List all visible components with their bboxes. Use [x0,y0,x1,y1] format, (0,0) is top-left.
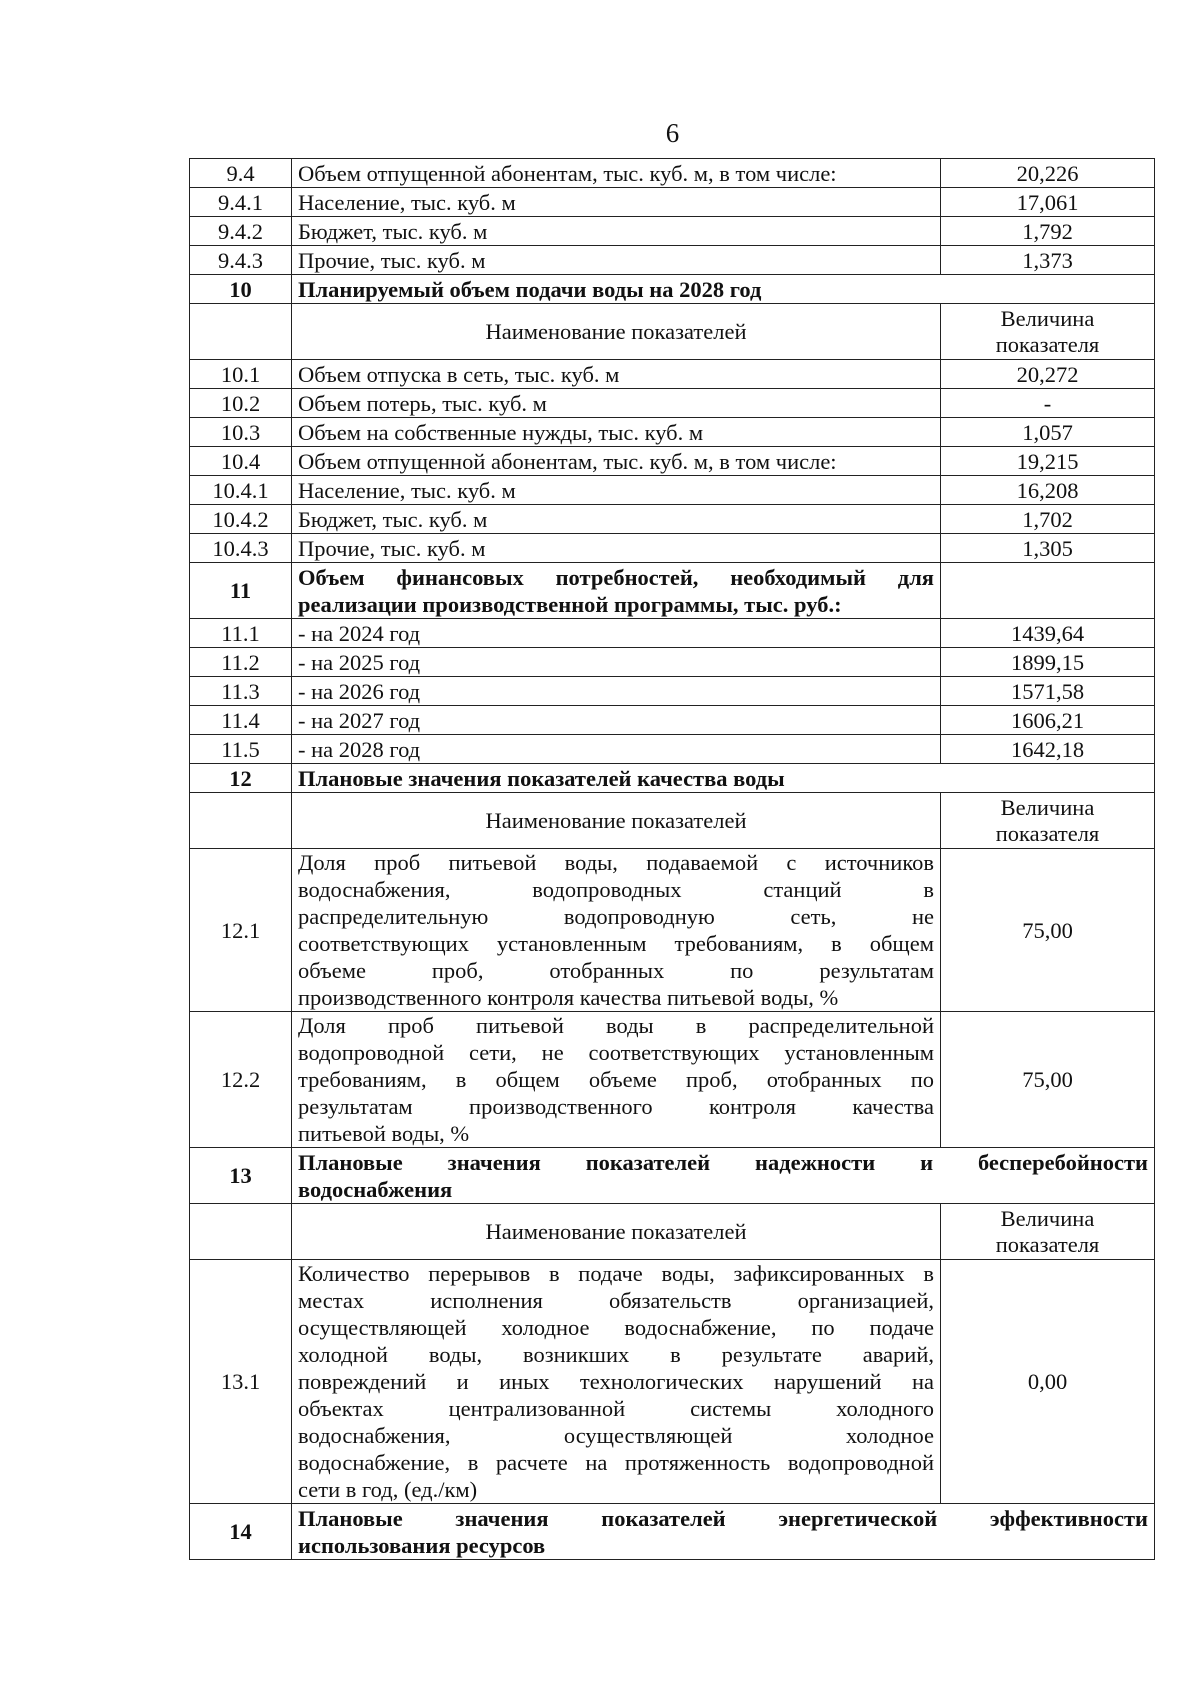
row-name [292,849,941,1012]
row-name-line: соответствующих установленным требованиям, в общем [298,931,934,956]
table-row [190,706,1155,735]
section-number: 12 [190,764,292,793]
row-name-line: сети в год, (ед./км) [298,1477,478,1502]
row-number: 12.2 [190,1012,292,1148]
row-name: - на 2027 год [292,706,941,735]
table-row [190,389,1155,418]
table-row [190,849,1155,1012]
row-name-line: холодной воды, возникших в результате аварий, [298,1342,934,1367]
row-number: 10.2 [190,389,292,418]
table-row [190,447,1155,476]
row-number: 12.1 [190,849,292,1012]
header-value [941,304,1155,360]
section-title-line: использования ресурсов [298,1532,546,1558]
section-number: 14 [190,1504,292,1560]
row-number: 11.4 [190,706,292,735]
indicators-table-body [190,159,1155,1560]
section-title [292,1504,1155,1560]
row-value: 1,373 [941,246,1155,275]
row-number: 9.4.2 [190,217,292,246]
row-name-line: требованиям, в общем объеме проб, отобранных по [298,1067,934,1092]
section-row [190,563,1155,619]
table-row [190,476,1155,505]
section-row [190,275,1155,304]
row-value: 1,792 [941,217,1155,246]
header-value-line: показателя [995,1231,1100,1257]
row-name: Прочие, тыс. куб. м [292,246,941,275]
row-name-line: Доля проб питьевой воды в распределительной [298,1013,934,1038]
row-value: 1,305 [941,534,1155,563]
header-empty-cell [190,1204,292,1260]
section-title-line: Плановые значения показателей энергетической эффективности [298,1505,1148,1531]
header-row [190,304,1155,360]
table-row [190,735,1155,764]
section-number: 13 [190,1148,292,1204]
row-name: - на 2028 год [292,735,941,764]
section-row [190,1504,1155,1560]
row-number: 11.5 [190,735,292,764]
table-row [190,505,1155,534]
row-number: 10.4.1 [190,476,292,505]
section-title-line: Плановые значения показателей надежности и бесперебойности [298,1149,1148,1175]
header-value-line: Величина [1000,305,1095,331]
row-value: 20,226 [941,159,1155,188]
row-name-line: результатам производственного контроля качества [298,1094,934,1119]
table-row [190,648,1155,677]
header-value [941,793,1155,849]
header-value-line: Величина [1000,1205,1095,1231]
row-value: 1642,18 [941,735,1155,764]
row-name: - на 2026 год [292,677,941,706]
section-title: Плановые значения показателей качества воды [292,764,1155,793]
header-empty-cell [190,793,292,849]
row-number: 9.4.1 [190,188,292,217]
row-value: 0,00 [941,1260,1155,1504]
row-name-line: объеме проб, отобранных по результатам [298,958,934,983]
table-row [190,677,1155,706]
row-name-line: водоснабжения, водопроводных станций в [298,877,934,902]
row-number: 10.1 [190,360,292,389]
row-value: 1899,15 [941,648,1155,677]
row-value: 20,272 [941,360,1155,389]
row-name-line: повреждений и иных технологических нарушений на [298,1369,934,1394]
row-name-line: Доля проб питьевой воды, подаваемой с источников [298,850,934,875]
row-name: - на 2024 год [292,619,941,648]
row-name: Население, тыс. куб. м [292,476,941,505]
table-row [190,188,1155,217]
table-row [190,619,1155,648]
row-number: 10.3 [190,418,292,447]
header-value-line: Величина [1000,794,1095,820]
row-number: 11.2 [190,648,292,677]
section-row [190,764,1155,793]
row-name: Объем на собственные нужды, тыс. куб. м [292,418,941,447]
row-number: 10.4.3 [190,534,292,563]
indicators-table [189,158,1155,1560]
table-row [190,534,1155,563]
header-name: Наименование показателей [292,304,941,360]
table-row [190,246,1155,275]
table-row [190,418,1155,447]
page-number: 6 [665,118,680,148]
row-value: 1439,64 [941,619,1155,648]
row-number: 9.4.3 [190,246,292,275]
header-value-line: показателя [995,820,1100,846]
section-row [190,1148,1155,1204]
table-row [190,217,1155,246]
row-name: Объем потерь, тыс. куб. м [292,389,941,418]
row-value: 1,702 [941,505,1155,534]
row-name-line: водоснабжения, осуществляющей холодное [298,1423,934,1448]
table-row [190,360,1155,389]
section-title-line: водоснабжения [298,1176,453,1202]
row-value: 75,00 [941,849,1155,1012]
row-name [292,1260,941,1504]
section-number: 10 [190,275,292,304]
header-value-line: показателя [995,331,1100,357]
row-value: 75,00 [941,1012,1155,1148]
row-name: Бюджет, тыс. куб. м [292,217,941,246]
section-empty-cell [941,563,1155,619]
header-value [941,1204,1155,1260]
row-name-line: объектах централизованной системы холодного [298,1396,934,1421]
section-title [292,1148,1155,1204]
table-row [190,1260,1155,1504]
section-title: Планируемый объем подачи воды на 2028 год [292,275,1155,304]
header-name: Наименование показателей [292,1204,941,1260]
row-name: Объем отпуска в сеть, тыс. куб. м [292,360,941,389]
row-value: 1,057 [941,418,1155,447]
row-name-line: производственного контроля качества питьевой воды, % [298,985,839,1010]
row-name-line: местах исполнения обязательств организацией, [298,1288,934,1313]
row-value: 1606,21 [941,706,1155,735]
section-number: 11 [190,563,292,619]
row-name: Объем отпущенной абонентам, тыс. куб. м, в том числе: [292,447,941,476]
row-name-line: Количество перерывов в подаче воды, зафиксированных в [298,1261,934,1286]
row-name: Бюджет, тыс. куб. м [292,505,941,534]
row-number: 11.3 [190,677,292,706]
row-value: - [941,389,1155,418]
row-value: 17,061 [941,188,1155,217]
row-name-line: питьевой воды, % [298,1121,470,1146]
row-value: 19,215 [941,447,1155,476]
row-name-line: водопроводной сети, не соответствующих установленным [298,1040,934,1065]
row-number: 10.4 [190,447,292,476]
row-number: 11.1 [190,619,292,648]
header-name: Наименование показателей [292,793,941,849]
row-name: Население, тыс. куб. м [292,188,941,217]
row-name-line: распределительную водопроводную сеть, не [298,904,934,929]
header-row [190,1204,1155,1260]
section-title-line: Объем финансовых потребностей, необходимый для [298,564,934,590]
table-row [190,1012,1155,1148]
header-empty-cell [190,304,292,360]
row-value: 16,208 [941,476,1155,505]
section-title-line: реализации производственной программы, тыс. руб.: [298,591,842,617]
row-name [292,1012,941,1148]
table-row [190,159,1155,188]
row-name: - на 2025 год [292,648,941,677]
row-name-line: осуществляющей холодное водоснабжение, по подаче [298,1315,934,1340]
section-title [292,563,941,619]
header-row [190,793,1155,849]
row-value: 1571,58 [941,677,1155,706]
row-name-line: водоснабжение, в расчете на протяженность водопроводной [298,1450,934,1475]
row-number: 9.4 [190,159,292,188]
row-name: Прочие, тыс. куб. м [292,534,941,563]
row-name: Объем отпущенной абонентам, тыс. куб. м, в том числе: [292,159,941,188]
row-number: 10.4.2 [190,505,292,534]
row-number: 13.1 [190,1260,292,1504]
